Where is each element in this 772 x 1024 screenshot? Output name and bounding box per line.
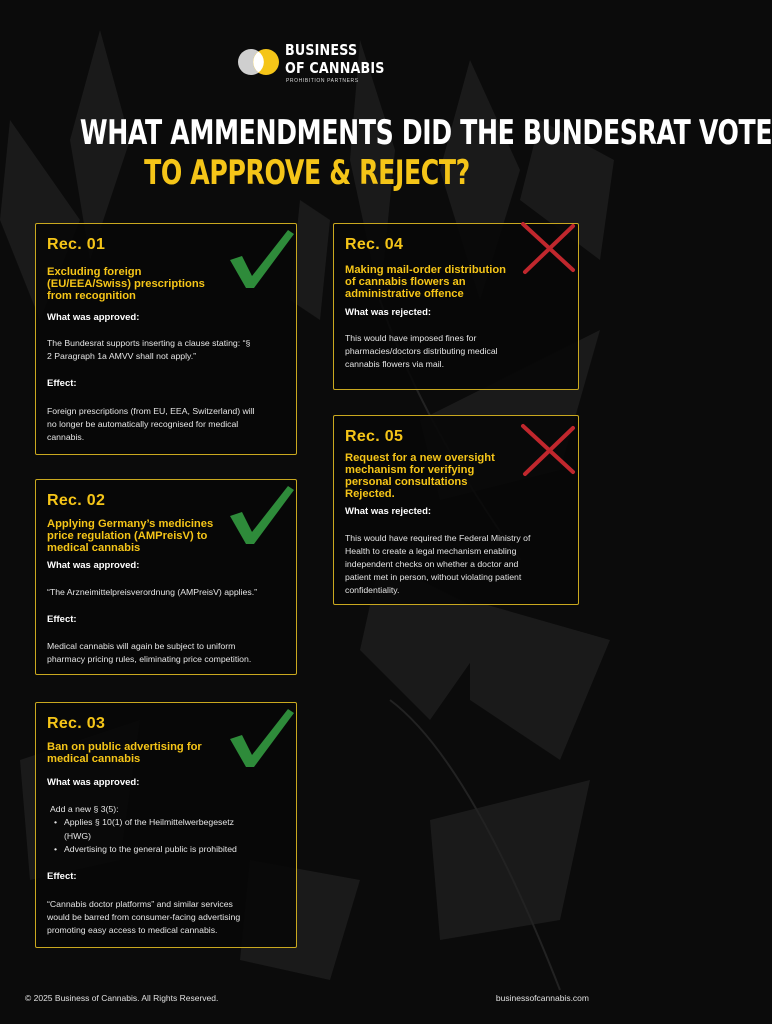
bullet-item-1-continued: (HWG)	[64, 831, 92, 841]
headline-line1: WHAT AMMENDMENTS DID THE BUNDESRAT VOTE	[79, 113, 772, 153]
rec-card-02	[35, 479, 297, 675]
rejected-text-line5: confidentiality.	[345, 585, 400, 595]
rec-title-line3: personal consultations	[345, 476, 468, 488]
rec-title-line3: administrative offence	[345, 288, 464, 300]
footer-website-link[interactable]: businessofcannabis.com	[495, 993, 589, 1003]
effect-text-line2: no longer be automatically recognised for medical	[47, 419, 239, 429]
rec-card-03	[35, 702, 297, 948]
rec-title-line2: (EU/EEA/Swiss) prescriptions	[47, 278, 205, 290]
rec-title-line1: Applying Germany’s medicines	[47, 518, 214, 530]
rejected-text-line1: This would have required the Federal Ministry of	[345, 533, 531, 543]
checkmark-icon	[226, 226, 296, 288]
rec-title-line1: Request for a new oversight	[345, 452, 495, 464]
rec-title-line2: medical cannabis	[47, 753, 141, 765]
brand-tagline: PROHIBITION PARTNERS	[286, 78, 359, 84]
approved-text-line2: 2 Paragraph 1a AMVV shall not apply.”	[47, 351, 197, 361]
effect-text-line1: Medical cannabis will again be subject to uniform	[47, 641, 236, 651]
rejected-text-line2: pharmacies/doctors distributing medical	[345, 346, 498, 356]
brand-name-line2: OF CANNABIS	[285, 59, 385, 77]
approved-label: What was approved:	[47, 777, 140, 788]
brand-logo	[238, 40, 388, 90]
rec-title-line3: medical cannabis	[47, 542, 141, 554]
rec-title-line2: of cannabis flowers an	[345, 276, 466, 288]
rejected-text-line2: Health to create a legal mechanism enabling	[345, 546, 517, 556]
rejected-text-line1: This would have imposed fines for	[345, 333, 477, 343]
approved-label: What was approved:	[47, 560, 140, 571]
rejected-label: What was rejected:	[345, 506, 432, 517]
rec-number: Rec. 02	[47, 492, 106, 509]
effect-label: Effect:	[47, 614, 77, 625]
bullet-item-1: • Applies § 10(1) of the Heilmittelwerbegesetz	[64, 817, 234, 827]
effect-text-line1: Foreign prescriptions (from EU, EEA, Switzerland) will	[47, 406, 255, 416]
cross-icon	[517, 422, 579, 478]
rec-title-line4: Rejected.	[345, 488, 395, 500]
effect-text-line1: “Cannabis doctor platforms” and similar services	[47, 899, 233, 909]
footer-copyright: © 2025 Business of Cannabis. All Rights Reserved.	[25, 993, 219, 1003]
rec-number: Rec. 05	[345, 428, 404, 445]
effect-text-line2: pharmacy pricing rules, eliminating price competition.	[47, 654, 252, 664]
rec-card-01	[35, 223, 297, 455]
approved-label: What was approved:	[47, 312, 140, 323]
rec-title-line1: Ban on public advertising for	[47, 741, 202, 753]
rec-title-line2: price regulation (AMPreisV) to	[47, 530, 208, 542]
rejected-text-line3: independent checks on whether a doctor and	[345, 559, 519, 569]
rec-card-05	[333, 415, 579, 605]
approved-text-line1: “The Arzneimittelpreisverordnung (AMPreisV) applies.”	[47, 587, 258, 597]
headline-line2: TO APPROVE & REJECT?	[144, 153, 470, 193]
checkmark-icon	[226, 705, 296, 767]
page-title	[0, 113, 772, 193]
rec-title-line1: Making mail-order distribution	[345, 264, 506, 276]
rec-title-line1: Excluding foreign	[47, 266, 142, 278]
effect-label: Effect:	[47, 378, 77, 389]
effect-text-line3: cannabis.	[47, 432, 85, 442]
cross-icon	[517, 220, 579, 276]
logo-mark-icon	[238, 43, 280, 81]
effect-text-line2: would be barred from consumer-facing advertising	[47, 912, 241, 922]
approved-text-line1: The Bundesrat supports inserting a clause stating: “§	[47, 338, 251, 348]
rejected-label: What was rejected:	[345, 307, 432, 318]
checkmark-icon	[226, 482, 296, 544]
rec-number: Rec. 04	[345, 236, 404, 253]
rejected-text-line4: patient met in person, without violating patient	[345, 572, 522, 582]
rejected-text-line3: cannabis flowers via mail.	[345, 359, 444, 369]
effect-label: Effect:	[47, 871, 77, 882]
brand-name-line1: BUSINESS	[285, 41, 358, 59]
rec-number: Rec. 01	[47, 236, 106, 253]
rec-title-line2: mechanism for verifying	[345, 464, 475, 476]
approved-intro: Add a new § 3(5):	[50, 804, 119, 814]
effect-text-line3: promoting easy access to medical cannabis.	[47, 925, 218, 935]
rec-card-04	[333, 223, 579, 390]
rec-title-line3: from recognition	[47, 290, 136, 302]
rec-number: Rec. 03	[47, 715, 106, 732]
bullet-item-2: • Advertising to the general public is prohibited	[64, 844, 237, 854]
